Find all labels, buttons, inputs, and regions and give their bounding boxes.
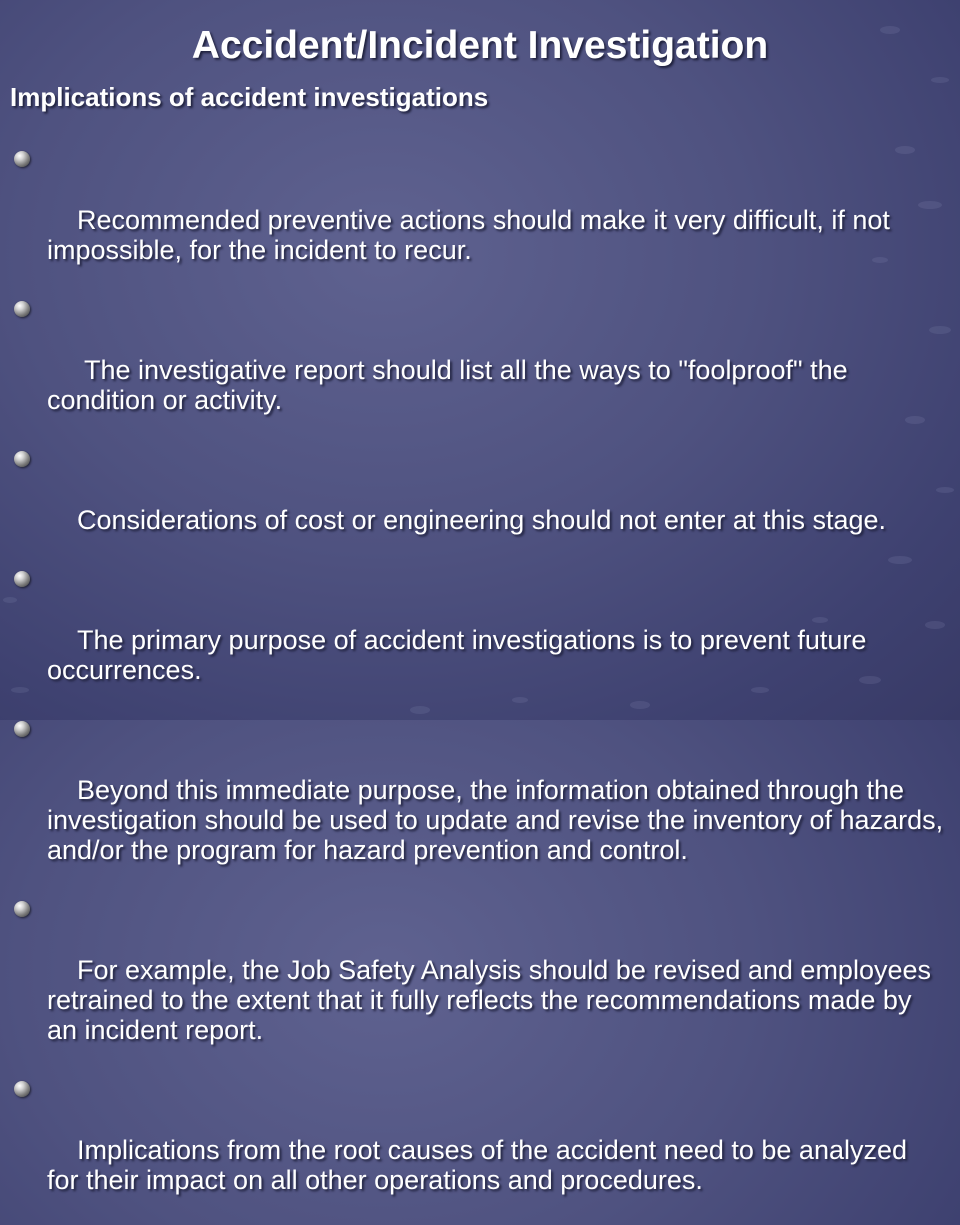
bullet-item [14,295,944,445]
bullet-item [14,565,944,715]
slide-subtitle: Implications of accident investigations [10,82,489,112]
bullet-text: For example, the Job Safety Analysis should be revised and employees retrained to the extent that it fully reflects the recommendations made by an incident report. [47,955,939,1045]
sphere-bullet-icon [14,901,30,917]
sphere-bullet-icon [14,721,30,737]
bullet-item [14,145,944,295]
sphere-bullet-icon [14,151,30,167]
bullet-item [14,715,951,895]
bullet-text: Implications from the root causes of the accident need to be analyzed for their impact on all other operations and procedures. [47,1135,915,1195]
slide-title: Accident/Incident Investigation [191,24,769,67]
bullet-text: Recommended preventive actions should make it very difficult, if not impossible, for the incident to recur. [47,205,898,265]
bullet-text: The investigative report should list all the ways to "foolproof" the condition or activity. [47,355,856,415]
bullet-list [14,145,951,1225]
bullet-text: The primary purpose of accident investigations is to prevent future occurrences. [47,625,874,685]
sphere-bullet-icon [14,571,30,587]
bullet-item [14,895,944,1075]
bullet-item [14,445,944,565]
sphere-bullet-icon [14,301,30,317]
sphere-bullet-icon [14,1081,30,1097]
bullet-text: Beyond this immediate purpose, the information obtained through the investigation should be used to update and revise the inventory of hazards, and/or the program for hazard prevention and control. [47,775,951,865]
sphere-bullet-icon [14,451,30,467]
bullet-item [14,1075,944,1225]
bullet-text: Considerations of cost or engineering should not enter at this stage. [77,505,887,535]
